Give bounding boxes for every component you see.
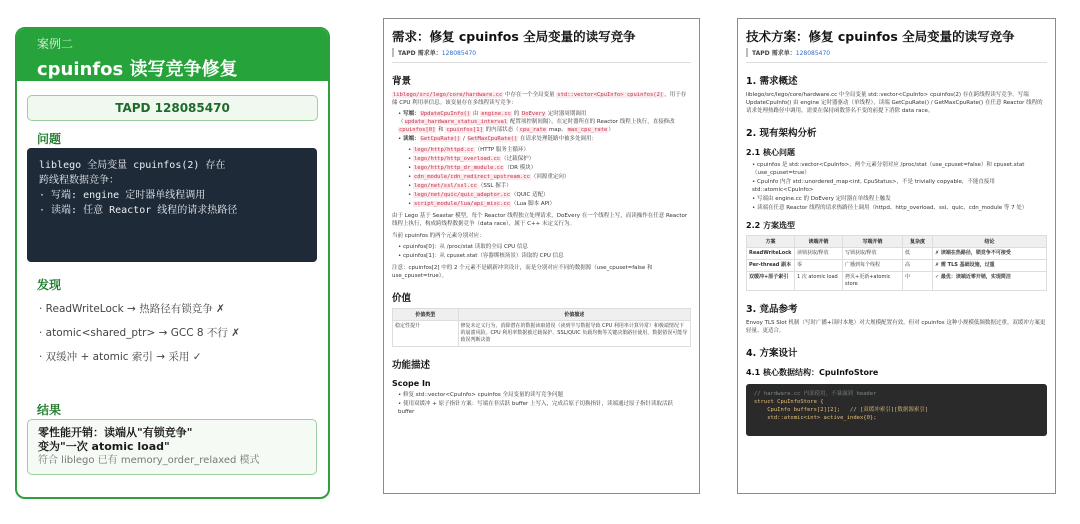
caller-item	[408, 191, 691, 199]
code-span: script_module/lua/api_misc.cc	[414, 201, 511, 207]
text-span: 配置项控制间隔），在定时器所在的 Reactor 线程上执行，直接修改	[508, 119, 675, 125]
problem-line: 跨线程数据竞争：	[39, 175, 119, 186]
result-line: 变为"一次 atomic load"	[38, 440, 170, 453]
section-heading: 1. 需求概述	[746, 76, 798, 87]
text-span: 定时器周期调用（	[398, 111, 587, 125]
code-span: lego/http/http_dr_module.cc	[414, 165, 504, 171]
func-heading: 功能描述	[392, 360, 431, 371]
doc-title: 技术方案：修复 cpuinfos 全局变量的读写竞争	[746, 29, 1015, 44]
subsection-heading: 2.1 核心问题	[746, 148, 795, 157]
table-cell: ✗ 需 TLS 基础设施，过重	[933, 260, 1047, 272]
code-line: std::atomic<int> active_index{0};	[754, 415, 877, 421]
text-span: 中存在一个全局变量	[503, 92, 557, 98]
text-span: 由	[471, 111, 481, 117]
subsection-heading: 2.2 方案选型	[746, 221, 795, 230]
code-span: std::vector<CpuInfo> cpuinfos(2)	[557, 92, 664, 98]
section-heading: 2. 现有架构分析	[746, 128, 817, 139]
code-span: GetMaxCpuRate()	[467, 136, 518, 142]
table-cell: 广播到每个线程	[843, 260, 903, 272]
paragraph: liblego/src/lego/core/hardware.cc 中全局变量 std::vector<CpuInfo> cpuinfos(2) 存在跨线程读写竞争。写端 UpdateCpuInfo() 由 engine 定时器驱动（单线程），读端 GetCpuRate() / GetMaxCpuRate() 在任意 Reactor 线程的请求处理热路径中调用，需要在保持函数签名不变的前提下消除 data race。	[746, 92, 1043, 114]
bg-heading: 背景	[392, 76, 412, 87]
paragraph: 注意：cpuinfos[2] 中的 2 个元素不是刷新冲突设计，而是分别对应不同的数据源（use_cpuset=false 和 use_cpuset=true）。	[392, 265, 653, 279]
text-span: ）	[608, 127, 614, 133]
tech-design-doc	[737, 18, 1056, 494]
tapd-label: TAPD 需求单：	[752, 50, 796, 57]
table-header: 方案	[747, 236, 795, 248]
section-heading: 3. 竞品参考	[746, 304, 798, 315]
text-span: ，用于存储 CPU 利用率信息。该变量存在多线程读写竞争：	[392, 92, 687, 106]
table-cell: 拷贝+更新+atomic store	[843, 272, 903, 291]
caller-item	[408, 164, 691, 172]
problem-code-block	[27, 148, 317, 262]
code-block	[746, 384, 1047, 436]
core-item: • 写端由 engine.cc 的 DoEvery 定时器在单线程上触发	[752, 195, 1047, 203]
text-span: 的	[512, 111, 521, 117]
table-cell: 双缓冲+原子索引	[747, 272, 795, 291]
code-span: cpuinfos[0]	[399, 127, 436, 133]
value-heading: 价值	[392, 293, 412, 304]
code-span: liblego/src/lego/core/hardware.cc	[393, 92, 503, 98]
elem-item: • cpuinfos[0]：从 /proc/stat 读取的全局 CPU 信息	[398, 243, 691, 251]
table-row	[393, 321, 691, 347]
code-line: // hardware.cc 内部使用，不暴露到 header	[754, 391, 877, 397]
code-span: max_cpu_rate	[567, 127, 608, 133]
text-span: 在请求处理链路中被多处调用：	[518, 136, 598, 142]
code-span: DoEvery	[522, 111, 546, 117]
code-span: GetCpuRate()	[420, 136, 461, 142]
code-span: lego/http/httpd.cc	[414, 147, 474, 153]
code-span: cpuinfos[1]	[446, 127, 483, 133]
text-span: 的内部状态（	[483, 127, 519, 133]
table-header: 价值描述	[458, 309, 690, 321]
elem-item: • cpuinfos[1]：从 cpuset.stat（容器绑核场景）读取的 CPU 信息	[398, 252, 691, 260]
doc-title: 需求：修复 cpuinfos 全局变量的读写竞争	[392, 29, 636, 44]
problem-heading: 问题	[37, 132, 62, 146]
table-cell: 读锁获取/释放	[795, 248, 843, 260]
table-header: 复杂度	[903, 236, 933, 248]
scope-item: • 修复 std::vector<CpuInfo> cpuinfos 全局变量的读写竞争问题	[398, 391, 691, 399]
tapd-label: TAPD 需求单：	[398, 50, 442, 57]
code-line: CpuInfo buffers[2][2]; // [双缓冲索引][数据源索引]	[754, 407, 929, 413]
paragraph: Envoy TLS Slot 机制（写时广播+读时本地）对大规模配置有效，但对 cpuinfos 这种小规模低频数据过重。双缓冲方案更轻量、更适合。	[746, 320, 1046, 334]
table-cell: Per-thread 副本	[747, 260, 795, 272]
code-span: update_hardware_status_interval	[404, 119, 508, 125]
label: 写端：	[403, 111, 420, 117]
divider	[746, 62, 1047, 63]
table-cell: 零	[795, 260, 843, 272]
divider	[392, 62, 691, 63]
table-cell: 高	[903, 260, 933, 272]
paragraph: 当前 cpuinfos 的两个元素分别对应：	[392, 233, 485, 239]
bg-paragraph	[392, 91, 691, 107]
subsection-heading: 4.1 核心数据结构：CpuInfoStore	[746, 368, 879, 377]
requirement-doc	[383, 18, 700, 494]
text-span: （Lua 脚本 API）	[511, 201, 556, 207]
scope-list	[398, 391, 691, 416]
table-header: 读端开销	[795, 236, 843, 248]
code-span: cpu_rate	[519, 127, 547, 133]
race-list	[398, 110, 691, 143]
result-box	[27, 419, 317, 475]
tapd-line	[392, 48, 699, 57]
code-span: engine.cc	[481, 111, 511, 117]
core-item: • CpuInfo 内含 std::unordered_map<int, CpuStatus>，不是 trivially copyable，不能直接用 std::atomic<CpuInfo>	[752, 178, 1047, 194]
result-heading: 结果	[37, 403, 62, 417]
card-header	[17, 29, 328, 81]
paragraph: 由于 Lego 基于 Seastar 模型，每个 Reactor 线程独立处理请求，DoEvery 在一个线程上写，而读操作在任意 Reactor 线程上执行，构成跨线程数据竞争（data race），属于 C++ 未定义行为。	[392, 213, 688, 227]
table-row	[747, 272, 1047, 291]
scope-item: • 使用双缓冲 + 原子指针方案：写端在非活跃 buffer 上写入，完成后原子切换指针，读端通过原子指针读取活跃 buffer	[398, 400, 691, 416]
code-span: UpdateCpuInfo()	[420, 111, 471, 117]
core-item: • cpuinfos 是 std::vector<CpuInfo>，两个元素分别对应 /proc/stat（use_cpuset=false）和 cpuset.stat（use_cpuset=true）	[752, 161, 1047, 177]
table-cell: 1 次 atomic load	[795, 272, 843, 291]
tapd-link[interactable]: 128085470	[441, 50, 477, 57]
text-span: 和	[436, 127, 446, 133]
caller-item	[408, 182, 691, 190]
tapd-link[interactable]: 128085470	[795, 50, 831, 57]
caller-item	[408, 200, 691, 208]
code-line: struct CpuInfoStore {	[754, 399, 824, 405]
text-span: （回源重定向）	[530, 174, 570, 180]
read-item	[398, 135, 691, 143]
card-title: cpuinfos 读写竞争修复	[37, 59, 238, 80]
finding-item: · atomic<shared_ptr> → GCC 8 不行 ✗	[39, 327, 241, 339]
text-span: （SSL 握手）	[477, 183, 512, 189]
findings-heading: 发现	[37, 278, 62, 292]
text-span: map、	[547, 127, 567, 133]
text-span: （HTTP 服务主循环）	[474, 147, 529, 153]
label: 读端：	[403, 136, 420, 142]
text-span: （DR 模块）	[504, 165, 537, 171]
table-cell: 写锁获取/释放	[843, 248, 903, 260]
table-cell: ✓ 最优：读端近零开销，实现简洁	[933, 272, 1047, 291]
finding-item: · ReadWriteLock → 热路径有锁竞争 ✗	[39, 303, 225, 315]
table-row	[747, 248, 1047, 260]
table-cell: ReadWriteLock	[747, 248, 795, 260]
tapd-badge: TAPD 128085470	[27, 95, 318, 121]
tapd-line	[746, 48, 1055, 57]
section-heading: 4. 方案设计	[746, 348, 798, 359]
table-cell: 中	[903, 272, 933, 291]
finding-item: · 双缓冲 + atomic 索引 → 采用 ✓	[39, 351, 202, 363]
core-item: • 读端在任意 Reactor 线程的请求热路径上调用（httpd、http_overload、ssl、quic、cdn_module 等 7 处）	[752, 204, 1047, 212]
scope-heading: Scope In	[392, 379, 431, 388]
caller-item	[408, 155, 691, 163]
table-cell: 修复未定义行为，消除潜在的数据读取错误（读到半写数据导致 CPU 利用率计算异常）和极端情况下的崩溃风险。CPU 利用率数据被过载保护、SSL/QUIC 负载均衡等关键决策路径使用，数据错误可能导致误判断决策	[458, 321, 690, 347]
code-span: lego/http/http_overload.cc	[414, 156, 501, 162]
text-span: （过载保护）	[501, 156, 535, 162]
table-cell: ✗ 读端在热路径，锁竞争不可接受	[933, 248, 1047, 260]
code-span: lego/net/quic/quic_adaptor.cc	[414, 192, 511, 198]
summary-card	[15, 27, 330, 499]
write-item	[398, 110, 691, 134]
problem-line: liblego 全局变量 cpuinfos(2) 存在	[39, 160, 226, 171]
table-header: 价值类型	[393, 309, 459, 321]
caller-item	[408, 146, 691, 154]
problem-line: · 读端: 任意 Reactor 线程的请求热路径	[39, 205, 238, 216]
caller-list	[408, 146, 691, 208]
options-table	[746, 235, 1047, 291]
table-header: 结论	[933, 236, 1047, 248]
result-line: 零性能开销：读端从"有锁竞争"	[38, 426, 193, 439]
code-span: lego/net/ssl/ssl.cc	[414, 183, 477, 189]
elem-list	[398, 243, 691, 260]
card-kicker: 案例二	[37, 37, 74, 51]
core-list	[752, 161, 1047, 212]
value-table	[392, 308, 691, 347]
caller-item	[408, 173, 691, 181]
code-span: cdn_module/cdn_redirect_upstream.cc	[414, 174, 530, 180]
table-cell: 低	[903, 248, 933, 260]
text-span: /	[461, 136, 467, 142]
problem-line: · 写端: engine 定时器单线程调用	[39, 190, 206, 201]
table-row	[747, 260, 1047, 272]
table-cell: 稳定性提升	[393, 321, 459, 347]
result-note: 符合 liblego 已有 memory_order_relaxed 模式	[38, 455, 260, 466]
table-header: 写端开销	[843, 236, 903, 248]
text-span: （QUIC 适配）	[511, 192, 549, 198]
